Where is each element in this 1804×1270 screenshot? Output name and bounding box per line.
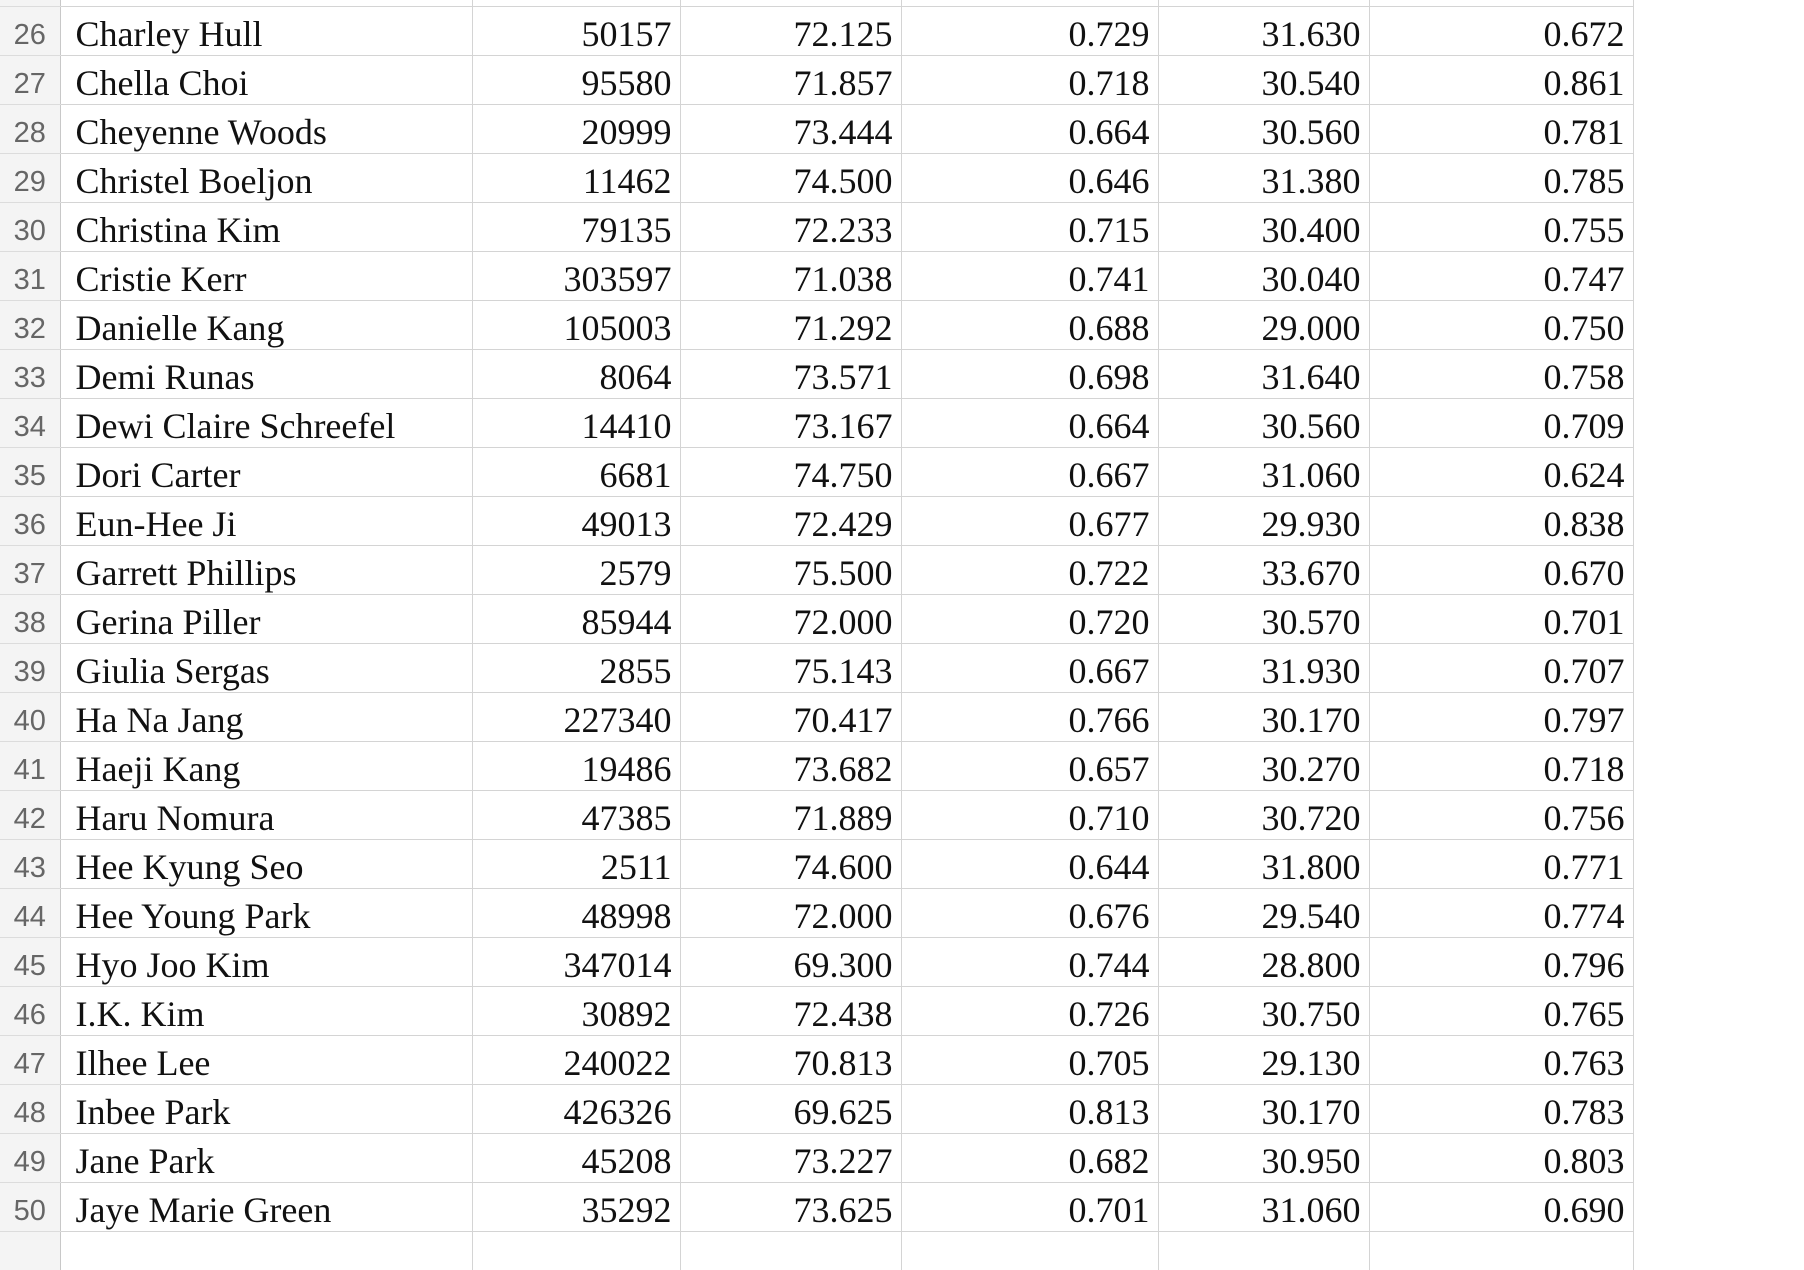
table-row (0, 937, 1633, 986)
row-header-39[interactable]: 39 (0, 643, 60, 692)
cell-value[interactable]: 0.624 (1369, 447, 1633, 496)
cell-value[interactable]: 48998 (472, 888, 680, 937)
cell-value[interactable]: 0.726 (901, 986, 1158, 1035)
row-header-42[interactable]: 42 (0, 790, 60, 839)
cell-value[interactable]: 70.813 (680, 1035, 901, 1084)
cell-value[interactable]: 11462 (472, 153, 680, 202)
row-header-45[interactable]: 45 (0, 937, 60, 986)
cell-value[interactable]: 72.233 (680, 202, 901, 251)
table-row (0, 496, 1633, 545)
cell-value[interactable]: 73.167 (680, 398, 901, 447)
cell-value[interactable]: 30892 (472, 986, 680, 1035)
cell-name[interactable]: Haru Nomura (60, 790, 472, 839)
cell-value[interactable]: 0.744 (901, 937, 1158, 986)
cell-value[interactable]: 0.765 (1369, 986, 1633, 1035)
cell-value[interactable]: 85944 (472, 594, 680, 643)
cell-value[interactable]: 240022 (472, 1035, 680, 1084)
cell[interactable] (60, 1231, 472, 1270)
table-row (0, 202, 1633, 251)
row-header-43[interactable]: 43 (0, 839, 60, 888)
cell-value[interactable]: 0.644 (901, 839, 1158, 888)
cell-value[interactable]: 73.571 (680, 349, 901, 398)
cell-value[interactable]: 426326 (472, 1084, 680, 1133)
cell-value[interactable]: 8064 (472, 349, 680, 398)
cell[interactable] (901, 1231, 1158, 1270)
cell-value[interactable]: 31.060 (1158, 447, 1369, 496)
cell-value[interactable]: 29.000 (1158, 300, 1369, 349)
cell-name[interactable]: Dewi Claire Schreefel (60, 398, 472, 447)
cell-value[interactable]: 0.646 (901, 153, 1158, 202)
cell-value[interactable]: 0.741 (901, 251, 1158, 300)
cell-value[interactable]: 95580 (472, 55, 680, 104)
cell-value[interactable]: 0.701 (1369, 594, 1633, 643)
row-header-30[interactable]: 30 (0, 202, 60, 251)
row-header-50[interactable]: 50 (0, 1182, 60, 1231)
table-row (0, 1084, 1633, 1133)
cell-value[interactable]: 0.682 (901, 1133, 1158, 1182)
cell-value[interactable]: 30.950 (1158, 1133, 1369, 1182)
cell-value[interactable]: 0.722 (901, 545, 1158, 594)
table-row (0, 1182, 1633, 1231)
cell-value[interactable]: 19486 (472, 741, 680, 790)
table-row (0, 6, 1633, 55)
cell-value[interactable]: 0.838 (1369, 496, 1633, 545)
cell-value[interactable]: 0.747 (1369, 251, 1633, 300)
cell-name[interactable]: Charley Hull (60, 6, 472, 55)
table-row (0, 839, 1633, 888)
cell-value[interactable]: 0.766 (901, 692, 1158, 741)
cell-name[interactable]: Garrett Phillips (60, 545, 472, 594)
table-row (0, 545, 1633, 594)
cell-value[interactable]: 31.630 (1158, 6, 1369, 55)
cell-value[interactable]: 0.771 (1369, 839, 1633, 888)
cell-value[interactable]: 31.640 (1158, 349, 1369, 398)
cell-value[interactable]: 20999 (472, 104, 680, 153)
row-header-35[interactable]: 35 (0, 447, 60, 496)
cell-value[interactable]: 50157 (472, 6, 680, 55)
cell-value[interactable]: 30.720 (1158, 790, 1369, 839)
table-row (0, 349, 1633, 398)
cell-value[interactable]: 2855 (472, 643, 680, 692)
row-header-27[interactable]: 27 (0, 55, 60, 104)
cell-value[interactable]: 30.270 (1158, 741, 1369, 790)
cell-name[interactable]: Hee Kyung Seo (60, 839, 472, 888)
cell-value[interactable]: 0.677 (901, 496, 1158, 545)
cell-value[interactable]: 79135 (472, 202, 680, 251)
cell-value[interactable]: 0.707 (1369, 643, 1633, 692)
cell-value[interactable]: 30.570 (1158, 594, 1369, 643)
row-header-47[interactable]: 47 (0, 1035, 60, 1084)
table-row (0, 104, 1633, 153)
table-row (0, 300, 1633, 349)
cell-value[interactable]: 72.000 (680, 888, 901, 937)
cell-value[interactable]: 105003 (472, 300, 680, 349)
table-row (0, 447, 1633, 496)
cell-value[interactable]: 0.785 (1369, 153, 1633, 202)
cell-value[interactable]: 227340 (472, 692, 680, 741)
cell-value[interactable]: 30.750 (1158, 986, 1369, 1035)
table-row (0, 594, 1633, 643)
cell-value[interactable]: 73.227 (680, 1133, 901, 1182)
cell-name[interactable]: Hyo Joo Kim (60, 937, 472, 986)
cell-value[interactable]: 0.750 (1369, 300, 1633, 349)
row-header[interactable] (0, 1231, 60, 1270)
cell-value[interactable]: 0.729 (901, 6, 1158, 55)
row-header-32[interactable]: 32 (0, 300, 60, 349)
cell-name[interactable]: Cheyenne Woods (60, 104, 472, 153)
cell-value[interactable]: 47385 (472, 790, 680, 839)
cell-value[interactable]: 303597 (472, 251, 680, 300)
row-header-38[interactable]: 38 (0, 594, 60, 643)
cell-value[interactable]: 30.540 (1158, 55, 1369, 104)
cell-value[interactable]: 74.600 (680, 839, 901, 888)
cell-value[interactable]: 28.800 (1158, 937, 1369, 986)
cell-value[interactable]: 2511 (472, 839, 680, 888)
cell-value[interactable]: 30.170 (1158, 1084, 1369, 1133)
row-header-33[interactable]: 33 (0, 349, 60, 398)
cell-value[interactable]: 0.758 (1369, 349, 1633, 398)
cell-value[interactable]: 30.400 (1158, 202, 1369, 251)
cell-name[interactable]: Inbee Park (60, 1084, 472, 1133)
cell-name[interactable]: Ha Na Jang (60, 692, 472, 741)
cell-value[interactable]: 71.038 (680, 251, 901, 300)
row-header-29[interactable]: 29 (0, 153, 60, 202)
cell-value[interactable]: 0.667 (901, 447, 1158, 496)
row-header-26[interactable]: 26 (0, 6, 60, 55)
cell-value[interactable]: 71.857 (680, 55, 901, 104)
cell-value[interactable]: 49013 (472, 496, 680, 545)
cell-value[interactable]: 71.292 (680, 300, 901, 349)
cell-value[interactable]: 73.682 (680, 741, 901, 790)
cell-name[interactable]: Cristie Kerr (60, 251, 472, 300)
table-row (0, 986, 1633, 1035)
cell-value[interactable]: 0.783 (1369, 1084, 1633, 1133)
row-header-44[interactable]: 44 (0, 888, 60, 937)
row-header-28[interactable]: 28 (0, 104, 60, 153)
cell-name[interactable]: Giulia Sergas (60, 643, 472, 692)
row-header-46[interactable]: 46 (0, 986, 60, 1035)
cell-value[interactable]: 45208 (472, 1133, 680, 1182)
table-row (0, 251, 1633, 300)
cell-name[interactable]: Ilhee Lee (60, 1035, 472, 1084)
cell-value[interactable]: 0.657 (901, 741, 1158, 790)
cell-value[interactable]: 0.813 (901, 1084, 1158, 1133)
cell-value[interactable]: 30.040 (1158, 251, 1369, 300)
cell-value[interactable]: 2579 (472, 545, 680, 594)
row-header-36[interactable]: 36 (0, 496, 60, 545)
cell-value[interactable]: 72.125 (680, 6, 901, 55)
cell-name[interactable]: Eun-Hee Ji (60, 496, 472, 545)
cell-value[interactable]: 0.709 (1369, 398, 1633, 447)
row-header-49[interactable]: 49 (0, 1133, 60, 1182)
cell-value[interactable]: 35292 (472, 1182, 680, 1231)
cell-value[interactable]: 0.710 (901, 790, 1158, 839)
cell-value[interactable]: 0.664 (901, 104, 1158, 153)
table-row (0, 790, 1633, 839)
table-row (0, 741, 1633, 790)
cell-value[interactable]: 30.170 (1158, 692, 1369, 741)
cell-value[interactable]: 0.670 (1369, 545, 1633, 594)
row-header-31[interactable]: 31 (0, 251, 60, 300)
cell-value[interactable]: 0.755 (1369, 202, 1633, 251)
cell-value[interactable]: 0.861 (1369, 55, 1633, 104)
cell[interactable] (1369, 1231, 1633, 1270)
cell-value[interactable]: 75.143 (680, 643, 901, 692)
cell-value[interactable]: 72.000 (680, 594, 901, 643)
cell-name[interactable]: Christel Boeljon (60, 153, 472, 202)
cell-name[interactable]: Demi Runas (60, 349, 472, 398)
cell-value[interactable]: 14410 (472, 398, 680, 447)
cell-value[interactable]: 0.701 (901, 1182, 1158, 1231)
cell-value[interactable]: 0.676 (901, 888, 1158, 937)
cell-value[interactable]: 30.560 (1158, 398, 1369, 447)
cell-value[interactable]: 0.715 (901, 202, 1158, 251)
cell-value[interactable]: 0.688 (901, 300, 1158, 349)
cell-name[interactable]: Christina Kim (60, 202, 472, 251)
cell-value[interactable]: 72.429 (680, 496, 901, 545)
cell-name[interactable]: Gerina Piller (60, 594, 472, 643)
cell-value[interactable]: 0.718 (901, 55, 1158, 104)
row-header-40[interactable]: 40 (0, 692, 60, 741)
table-row (0, 55, 1633, 104)
table-row (0, 643, 1633, 692)
cell-value[interactable]: 31.060 (1158, 1182, 1369, 1231)
cell-value[interactable]: 0.664 (901, 398, 1158, 447)
cell-name[interactable]: Chella Choi (60, 55, 472, 104)
row-header-41[interactable]: 41 (0, 741, 60, 790)
cell-value[interactable]: 31.380 (1158, 153, 1369, 202)
cell-value[interactable]: 72.438 (680, 986, 901, 1035)
cell-value[interactable]: 0.672 (1369, 6, 1633, 55)
cell-value[interactable]: 73.444 (680, 104, 901, 153)
cell-value[interactable]: 69.625 (680, 1084, 901, 1133)
cell-value[interactable]: 0.763 (1369, 1035, 1633, 1084)
cell-name[interactable]: Danielle Kang (60, 300, 472, 349)
cell-value[interactable]: 0.698 (901, 349, 1158, 398)
cell[interactable] (472, 1231, 680, 1270)
cell-value[interactable]: 73.625 (680, 1182, 901, 1231)
cell[interactable] (680, 1231, 901, 1270)
cell-value[interactable]: 0.690 (1369, 1182, 1633, 1231)
row-header-48[interactable]: 48 (0, 1084, 60, 1133)
cell-value[interactable]: 347014 (472, 937, 680, 986)
row-header-37[interactable]: 37 (0, 545, 60, 594)
cell-value[interactable]: 0.774 (1369, 888, 1633, 937)
cell-value[interactable]: 31.930 (1158, 643, 1369, 692)
table-row (0, 153, 1633, 202)
cell-value[interactable]: 33.670 (1158, 545, 1369, 594)
cell-value[interactable]: 0.756 (1369, 790, 1633, 839)
table-row (0, 888, 1633, 937)
cell-name[interactable]: Jane Park (60, 1133, 472, 1182)
cell-value[interactable]: 29.930 (1158, 496, 1369, 545)
cell-value[interactable]: 0.781 (1369, 104, 1633, 153)
cell-value[interactable]: 71.889 (680, 790, 901, 839)
cell-value[interactable]: 0.797 (1369, 692, 1633, 741)
cell-value[interactable]: 0.720 (901, 594, 1158, 643)
table-row (0, 1133, 1633, 1182)
cell-value[interactable]: 70.417 (680, 692, 901, 741)
cell-value[interactable]: 75.500 (680, 545, 901, 594)
cell-value[interactable]: 30.560 (1158, 104, 1369, 153)
table-row (0, 398, 1633, 447)
cell-value[interactable]: 74.500 (680, 153, 901, 202)
cell-name[interactable]: Hee Young Park (60, 888, 472, 937)
cell-value[interactable]: 0.718 (1369, 741, 1633, 790)
row-header-34[interactable]: 34 (0, 398, 60, 447)
cell[interactable] (1158, 1231, 1369, 1270)
cell-value[interactable]: 0.803 (1369, 1133, 1633, 1182)
cell-value[interactable]: 0.796 (1369, 937, 1633, 986)
cell-value[interactable]: 29.130 (1158, 1035, 1369, 1084)
cell-value[interactable]: 0.667 (901, 643, 1158, 692)
table-row-partial (0, 1231, 1633, 1270)
cell-value[interactable]: 31.800 (1158, 839, 1369, 888)
cell-value[interactable]: 74.750 (680, 447, 901, 496)
cell-value[interactable]: 69.300 (680, 937, 901, 986)
table-row (0, 1035, 1633, 1084)
cell-value[interactable]: 29.540 (1158, 888, 1369, 937)
cell-name[interactable]: Dori Carter (60, 447, 472, 496)
cell-name[interactable]: Jaye Marie Green (60, 1182, 472, 1231)
cell-value[interactable]: 0.705 (901, 1035, 1158, 1084)
table-row (0, 692, 1633, 741)
cell-value[interactable]: 6681 (472, 447, 680, 496)
cell-name[interactable]: Haeji Kang (60, 741, 472, 790)
cell-name[interactable]: I.K. Kim (60, 986, 472, 1035)
